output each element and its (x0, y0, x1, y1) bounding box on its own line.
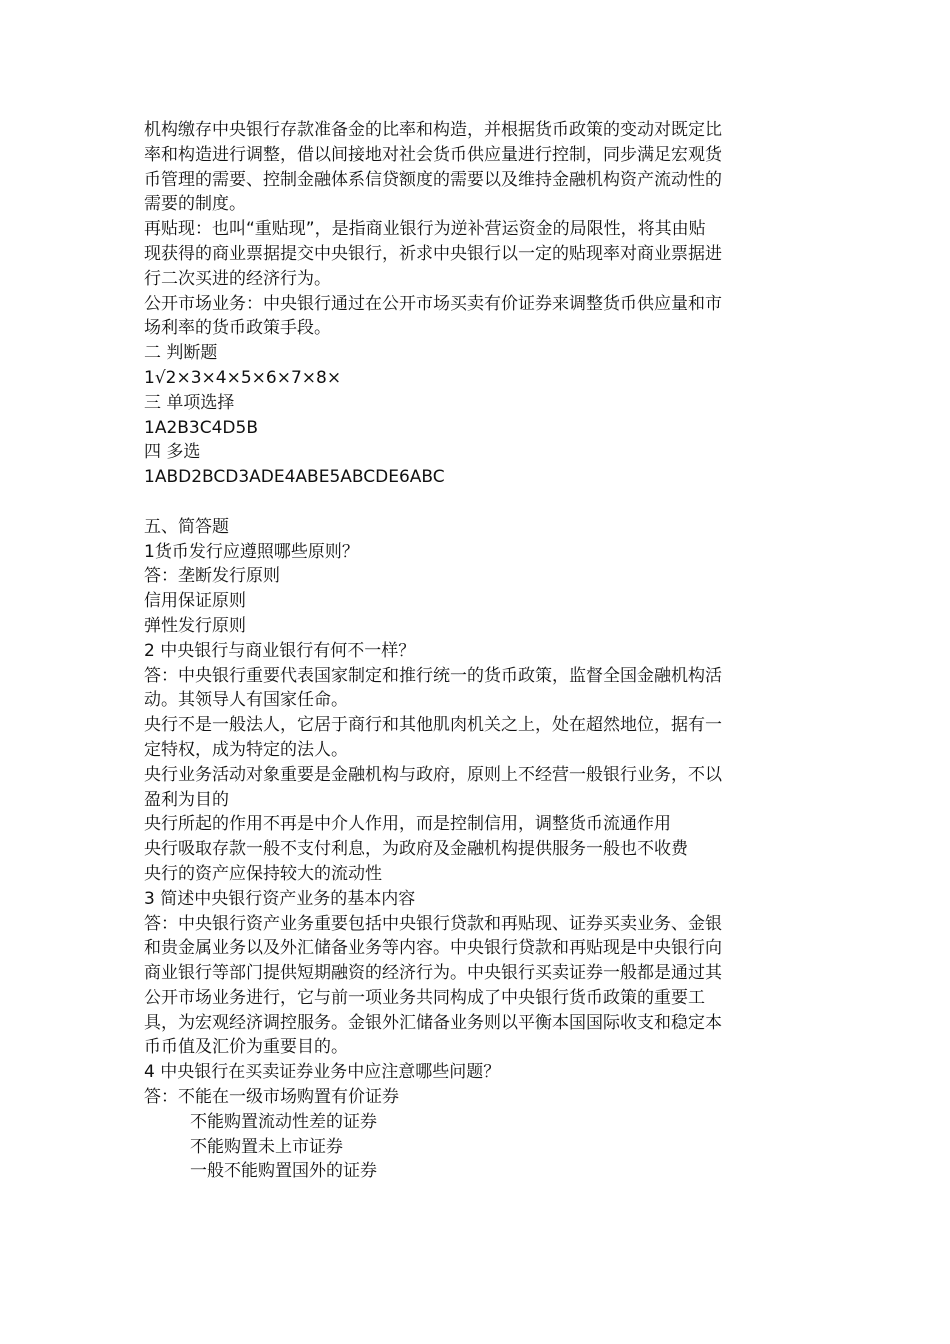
question: 4 中央银行在买卖证券业务中应注意哪些问题？ (144, 1062, 501, 1083)
text-line: 不能购置流动性差的证券 (190, 1111, 377, 1132)
text-line: 1A2B3C4D5B (144, 417, 258, 438)
question: 2 中央银行与商业银行有何不一样？ (144, 640, 416, 661)
blank-line (144, 490, 804, 515)
text-line: 场利率的货币政策手段。 (144, 318, 331, 339)
text-line: 定特权，成为特定的法人。 (144, 739, 348, 760)
text-line: 央行吸取存款一般不支付利息，为政府及金融机构提供服务一般也不收费 (144, 839, 688, 860)
text-line: 盈利为目的 (144, 789, 229, 810)
text-line: 央行不是一般法人，它居于商行和其他肌肉机关之上，处在超然地位，据有一 (144, 715, 722, 736)
text-line: 机构缴存中央银行存款准备金的比率和构造，并根据货币政策的变动对既定比 (144, 120, 722, 140)
text-line: 币币值及汇价为重要目的。 (144, 1037, 348, 1058)
text-line: 答：垄断发行原则 (144, 566, 280, 587)
text-line: 答：不能在一级市场购置有价证券 (144, 1087, 399, 1108)
section-heading: 二 判断题 (144, 343, 218, 364)
text-line: 央行的资产应保持较大的流动性 (144, 863, 382, 884)
question: 1货币发行应遵照哪些原则？ (144, 541, 359, 562)
section-heading: 五、简答题 (144, 516, 229, 537)
section-heading: 三 单项选择 (144, 392, 235, 413)
text-line: 币管理的需要、控制金融体系信贷额度的需要以及维持金融机构资产流动性的 (144, 169, 722, 190)
text-line: 不能购置未上市证券 (190, 1136, 343, 1157)
text-line: 具，为宏观经济调控服务。金银外汇储备业务则以平衡本国国际收支和稳定本 (144, 1012, 722, 1033)
text-line: 弹性发行原则 (144, 615, 246, 636)
text-line: 答：中央银行重要代表国家制定和推行统一的货币政策，监督全国金融机构活 (144, 665, 722, 686)
text-line: 商业银行等部门提供短期融资的经济行为。中央银行买卖证券一般都是通过其 (144, 963, 722, 984)
text-line: 现获得的商业票据提交中央银行，祈求中央银行以一定的贴现率对商业票据进 (144, 243, 722, 264)
text-line: 信用保证原则 (144, 591, 246, 612)
text-line: 再贴现：也叫“重贴现”，是指商业银行为逆补营运资金的局限性，将其由贴 (144, 219, 706, 240)
question: 3 简述中央银行资产业务的基本内容 (144, 888, 416, 909)
document-page (144, 118, 804, 1184)
text-line: 公开市场业务：中央银行通过在公开市场买卖有价证券来调整货币供应量和市 (144, 293, 722, 314)
text-line: 动。其领导人有国家任命。 (144, 690, 348, 711)
text-line: 和贵金属业务以及外汇储备业务等内容。中央银行贷款和再贴现是中央银行向 (144, 938, 722, 959)
text-line: 1ABD2BCD3ADE4ABE5ABCDE6ABC (144, 467, 445, 488)
text-line: 央行所起的作用不再是中介人作用，而是控制信用，调整货币流通作用 (144, 814, 671, 835)
text-line: 率和构造进行调整，借以间接地对社会货币供应量进行控制，同步满足宏观货 (144, 144, 722, 165)
text-line: 一般不能购置国外的证券 (190, 1161, 377, 1182)
text-line: 行二次买进的经济行为。 (144, 268, 331, 289)
text-line: 答：中央银行资产业务重要包括中央银行贷款和再贴现、证券买卖业务、金银 (144, 913, 722, 934)
text-line: 需要的制度。 (144, 194, 246, 215)
text-line: 公开市场业务进行，它与前一项业务共同构成了中央银行货币政策的重要工 (144, 987, 705, 1008)
text-line: 1√2×3×4×5×6×7×8× (144, 367, 342, 388)
text-line: 央行业务活动对象重要是金融机构与政府，原则上不经营一般银行业务，不以 (144, 764, 722, 785)
section-heading: 四 多选 (144, 442, 201, 463)
